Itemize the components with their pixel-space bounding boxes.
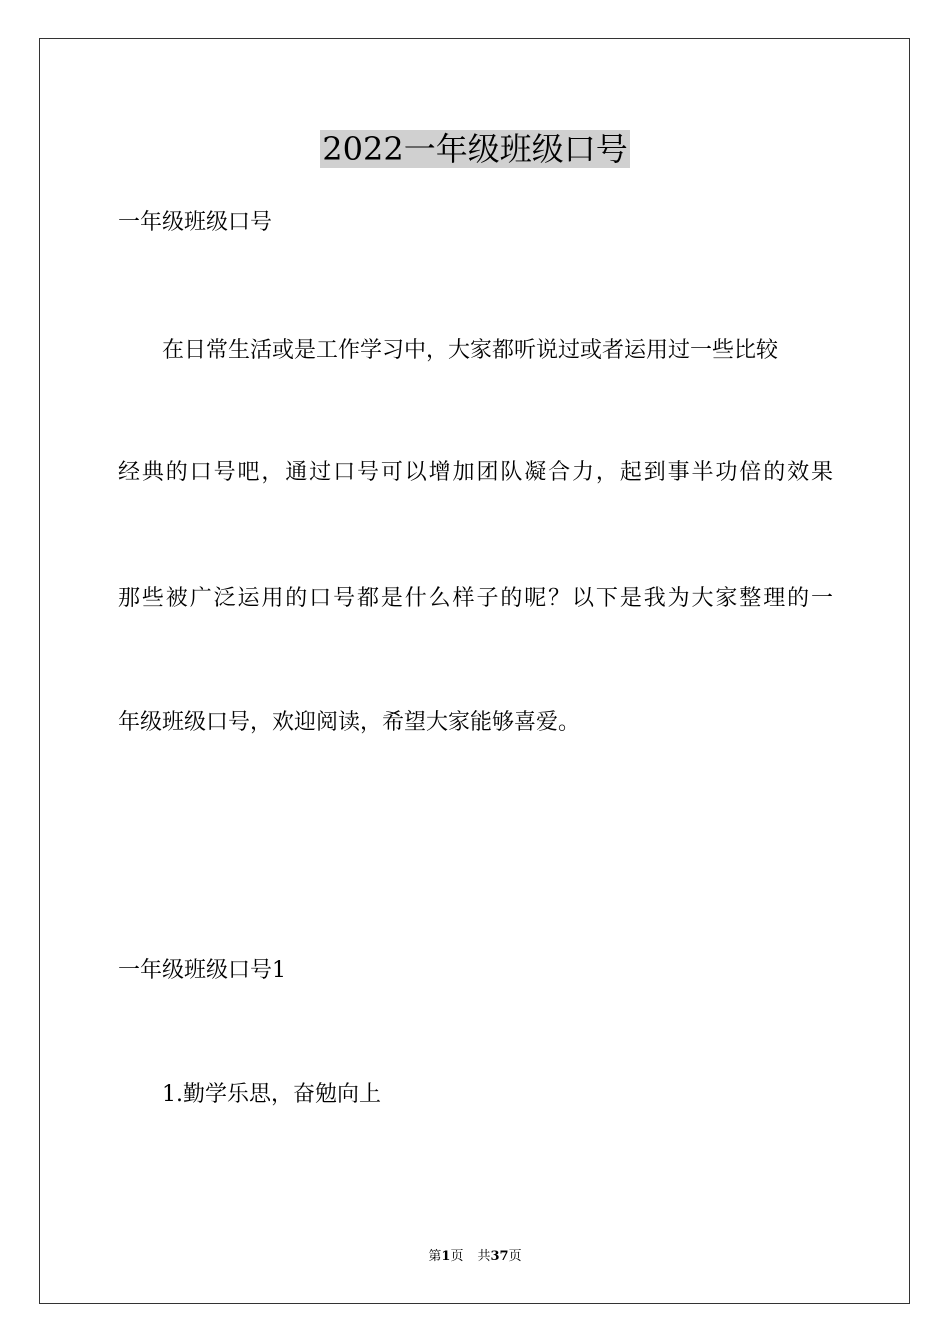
footer-total-pages: 37 — [490, 1249, 509, 1264]
section-heading: 一年级班级口号1 — [118, 958, 286, 983]
slogan-item: 1.勤学乐思，奋勉向上 — [162, 1082, 381, 1107]
footer-page-suffix: 页 — [450, 1249, 464, 1264]
document-title-text: 2022一年级班级口号 — [322, 130, 628, 168]
footer-total-prefix: 共 — [477, 1249, 491, 1264]
intro-line-4: 年级班级口号，欢迎阅读，希望大家能够喜爱。 — [118, 710, 581, 735]
page-footer — [0, 1248, 950, 1266]
intro-line-2: 经典的口号吧，通过口号可以增加团队凝合力，起到事半功倍的效果 — [118, 460, 833, 485]
document-subtitle: 一年级班级口号 — [118, 210, 273, 235]
footer-total-suffix: 页 — [508, 1249, 522, 1264]
footer-page-number: 1 — [441, 1249, 451, 1264]
intro-line-1: 在日常生活或是工作学习中，大家都听说过或者运用过一些比较 — [162, 338, 779, 363]
document-title — [0, 128, 950, 170]
footer-page-prefix: 第 — [428, 1249, 442, 1264]
intro-line-3: 那些被广泛运用的口号都是什么样子的呢？以下是我为大家整理的一 — [118, 586, 833, 611]
